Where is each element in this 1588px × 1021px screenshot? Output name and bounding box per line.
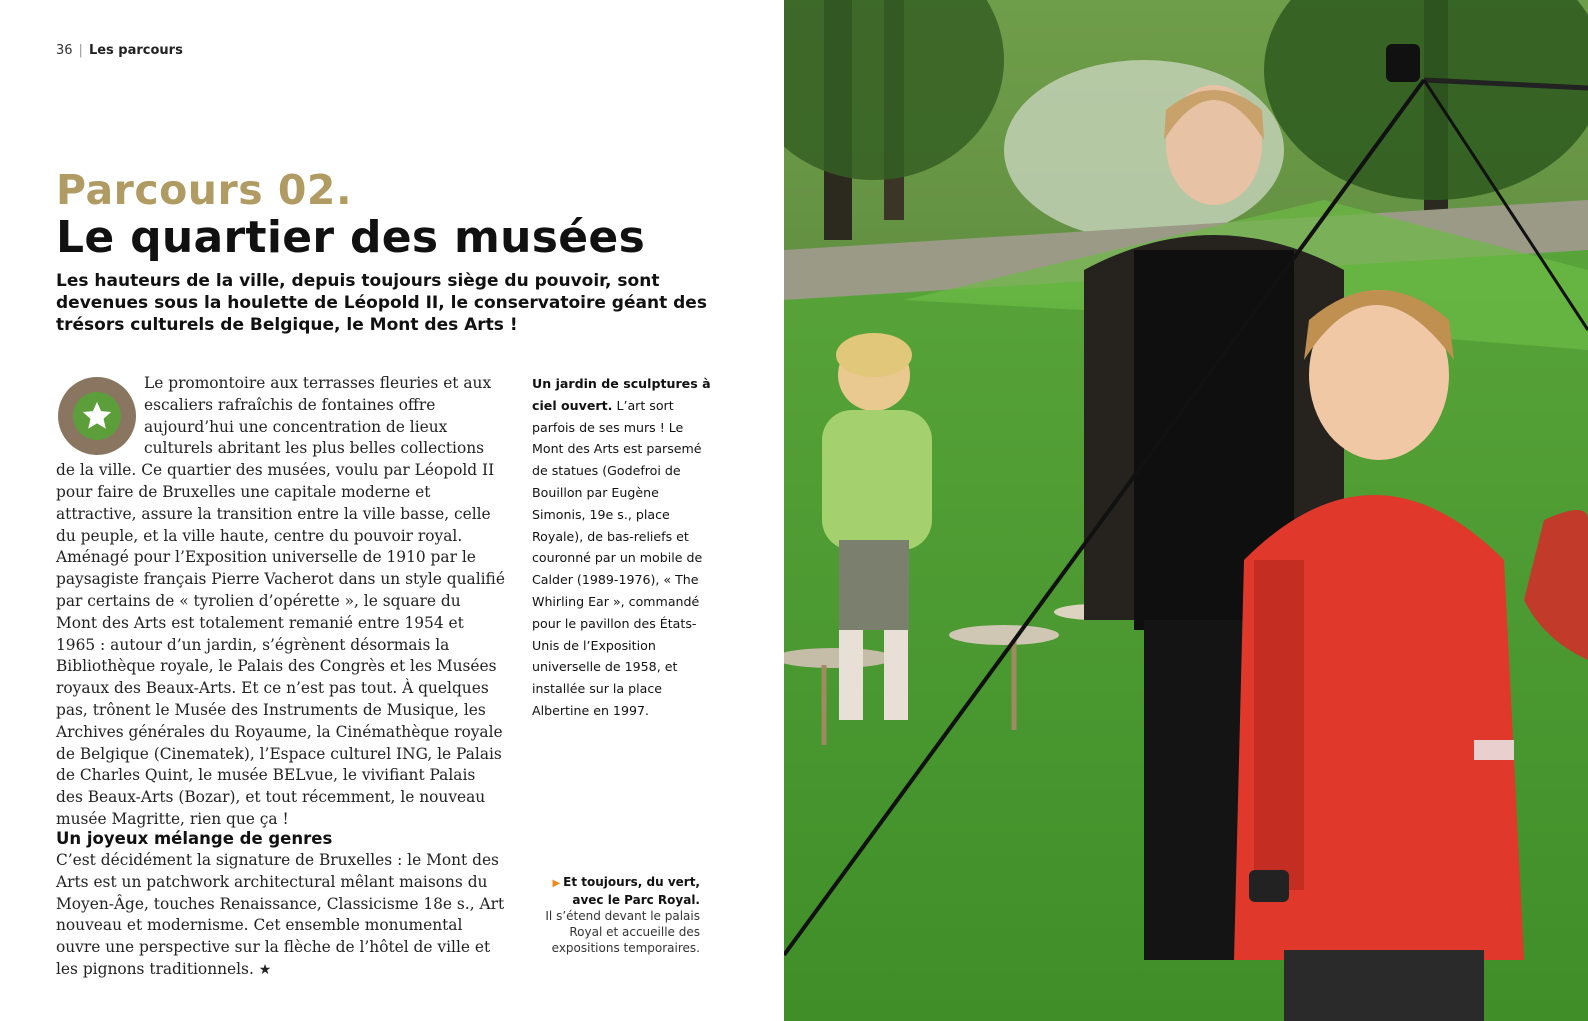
end-star-icon: ★ — [258, 961, 272, 978]
park-photo — [784, 0, 1588, 1021]
photo-caption — [540, 874, 700, 956]
running-head — [56, 43, 183, 58]
caption-text: Il s’étend devant le palais Royal et accueille des expositions temporaires. — [545, 909, 700, 955]
body-column — [56, 373, 506, 831]
star-badge-icon — [58, 377, 136, 455]
page-title: Le quartier des musées — [56, 212, 646, 263]
sidebar-note — [532, 373, 712, 722]
triangle-right-icon: ▶ — [552, 878, 561, 889]
body-paragraph: C’est décidément la signature de Bruxelles : le Mont des Arts est un patchwork architectural mêlant maisons du Moyen-Âge, touches Renaissance, Classicisme 18e s., Art nouveau et modernisme. Cet ensemble monumental ouvre une perspective sur la flèche de l’hôtel de ville et les pignons traditionnels. — [56, 851, 505, 978]
park-photo-illustration — [784, 0, 1588, 1021]
body-column-2 — [56, 850, 511, 982]
header-separator: | — [78, 43, 83, 58]
page-number: 36 — [56, 43, 73, 58]
lede: Les hauteurs de la ville, depuis toujours siège du pouvoir, sont devenues sous la houlette de Léopold II, le conservatoire géant des trésors culturels de Belgique, le Mont des Arts ! — [56, 271, 707, 335]
left-page — [0, 0, 792, 1021]
sidebar-text: L’art sort parfois de ses murs ! Le Mont des Arts est parsemé de statues (Godefroi de Bouillon par Eugène Simonis, 19e s., place Royale), de bas-reliefs et couronné par un mobile de Calder (1989-1976), « The Whirling Ear », commandé pour le pavillon des États-Unis de l’Exposition universelle de 1958, et installée sur la place Albertine en 1997. — [532, 397, 703, 718]
body-paragraph: Le promontoire aux terrasses fleuries et aux escaliers rafraîchis de fontaines offre aujourd’hui une concentration de lieux culturels abritant les plus belles collections de la ville. Ce quartier des musées, voulu par Léopold II pour faire de Bruxelles une capitale moderne et attractive, assure la transition entre la ville basse, celle du peuple, et la ville haute, centre du pouvoir royal. — [56, 374, 495, 545]
sidebar-title: Un jardin de sculptures à ciel ouvert. — [532, 376, 711, 413]
section-name: Les parcours — [88, 43, 183, 58]
body-paragraph: Aménagé pour l’Exposition universelle de 1910 par le paysagiste français Pierre Vacherot dans un style qualifié par certains de « tyrolien d’opérette », le square du Mont des Arts est totalement remanié entre 1954 et 1965 : autour d’un jardin, s’égrènent désormais la Bibliothèque royale, le Palais des Congrès et les Musées royaux des Beaux-Arts. Et ce n’est pas tout. À quelques pas, trônent le Musée des Instruments de Musique, les Archives générales du Royaume, la Cinémathèque royale de Belgique (Cinematek), l’Espace culturel ING, le Palais de Charles Quint, le musée BELvue, le vivifiant Palais des Beaux-Arts (Bozar), et tout récemment, le nouveau musée Magritte, rien que ça ! — [56, 548, 505, 828]
caption-title: Et toujours, du vert, avec le Parc Royal. — [563, 875, 700, 907]
subheading: Un joyeux mélange de genres — [56, 829, 333, 848]
route-label: Parcours 02. — [56, 166, 353, 214]
